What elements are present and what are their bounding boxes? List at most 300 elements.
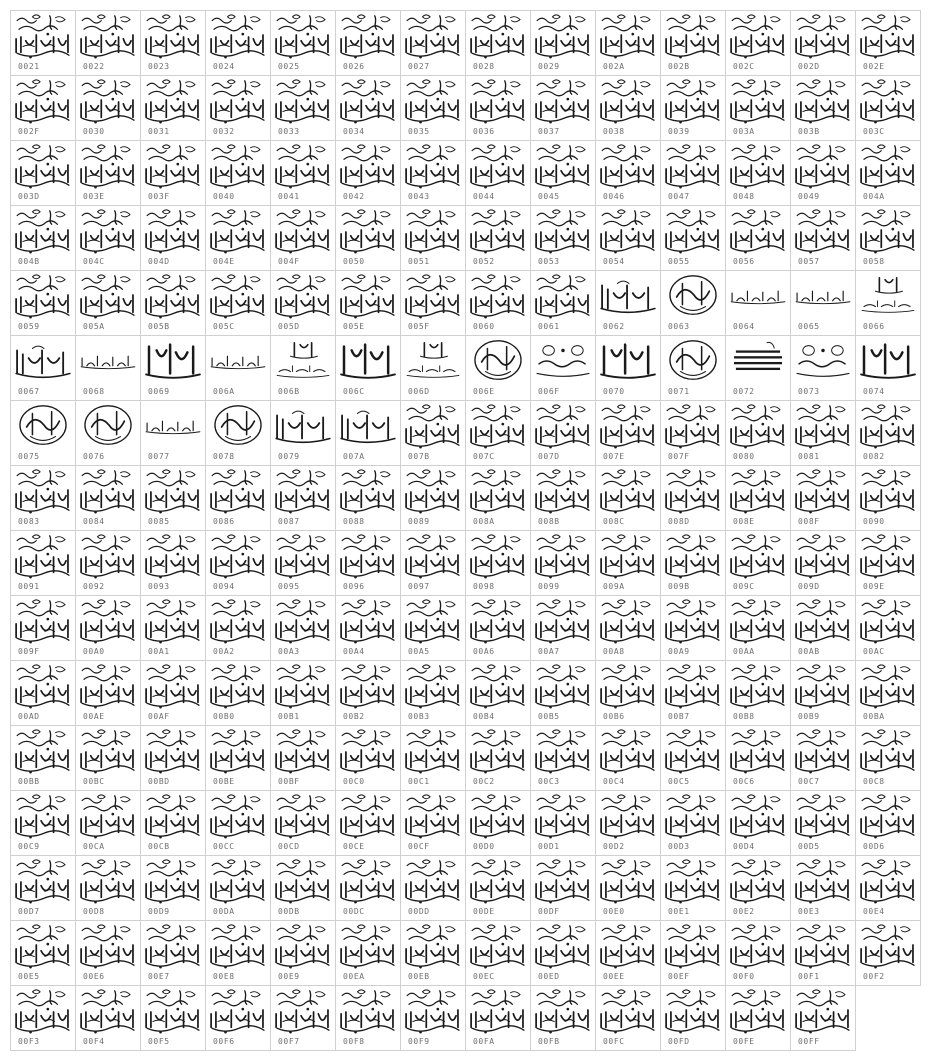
glyph-code: 003C [863,127,885,136]
glyph-code: 0021 [18,62,40,71]
glyph-cell [76,336,141,401]
calligraphy-default-icon [78,467,138,515]
calligraphy-default-icon [273,857,333,905]
glyph-cell [791,531,856,596]
calligraphy-default-icon [793,12,853,60]
calligraphy-default-icon [663,467,723,515]
calligraphy-default-icon [663,207,723,255]
glyph-code: 00BE [213,777,235,786]
glyph-cell [141,336,206,401]
calligraphy-default-icon [13,792,73,840]
glyph-code: 0038 [603,127,625,136]
calligraphy-default-icon [208,467,268,515]
calligraphy-default-icon [468,12,528,60]
glyph-code: 0048 [733,192,755,201]
calligraphy-default-icon [663,12,723,60]
glyph-code: 0026 [343,62,365,71]
calligraphy-default-icon [598,12,658,60]
glyph-code: 003A [733,127,755,136]
glyph-cell [206,661,271,726]
calligraphy-default-icon [338,662,398,710]
glyph-code: 00F1 [798,972,820,981]
glyph-code: 007A [343,452,365,461]
calligraphy-default-icon [208,597,268,645]
glyph-cell [401,466,466,531]
calligraphy-default-icon [208,922,268,970]
glyph-cell [141,206,206,271]
calligraphy-stacked-icon [858,272,918,320]
glyph-code: 0066 [863,322,885,331]
calligraphy-default-icon [273,922,333,970]
glyph-code: 007C [473,452,495,461]
glyph-cell [401,11,466,76]
calligraphy-default-icon [143,792,203,840]
calligraphy-default-icon [13,857,73,905]
calligraphy-default-icon [208,12,268,60]
glyph-cell [661,986,726,1051]
glyph-code: 0060 [473,322,495,331]
glyph-cell [466,466,531,531]
glyph-code: 0090 [863,517,885,526]
calligraphy-default-icon [13,662,73,710]
glyph-code: 003E [83,192,105,201]
glyph-code: 0074 [863,387,885,396]
glyph-cell [531,401,596,466]
calligraphy-default-icon [728,532,788,580]
glyph-cell [726,986,791,1051]
glyph-cell [11,791,76,856]
glyph-cell [531,466,596,531]
glyph-cell [791,11,856,76]
calligraphy-default-icon [663,402,723,450]
calligraphy-default-icon [403,142,463,190]
calligraphy-default-icon [338,207,398,255]
glyph-code: 00C4 [603,777,625,786]
glyph-code: 0061 [538,322,560,331]
glyph-code: 0043 [408,192,430,201]
glyph-code: 002E [863,62,885,71]
glyph-code: 0076 [83,452,105,461]
calligraphy-default-icon [143,207,203,255]
glyph-cell [791,661,856,726]
calligraphy-default-icon [143,467,203,515]
glyph-cell [141,596,206,661]
glyph-cell [401,336,466,401]
calligraphy-round-icon [468,337,528,385]
calligraphy-wide-icon [338,402,398,450]
calligraphy-default-icon [533,12,593,60]
glyph-cell [76,466,141,531]
calligraphy-default-icon [78,727,138,775]
calligraphy-default-icon [793,77,853,125]
glyph-code: 00B7 [668,712,690,721]
calligraphy-default-icon [273,597,333,645]
calligraphy-default-icon [663,922,723,970]
glyph-code: 003F [148,192,170,201]
glyph-code: 009D [798,582,820,591]
glyph-code: 00B9 [798,712,820,721]
calligraphy-stacked-icon [403,337,463,385]
glyph-cell [726,856,791,921]
calligraphy-default-icon [273,662,333,710]
glyph-code: 009E [863,582,885,591]
glyph-code: 0035 [408,127,430,136]
calligraphy-default-icon [143,272,203,320]
calligraphy-default-icon [403,987,463,1035]
calligraphy-default-icon [598,142,658,190]
glyph-code: 006F [538,387,560,396]
calligraphy-bold-icon [143,337,203,385]
calligraphy-default-icon [468,142,528,190]
calligraphy-default-icon [273,727,333,775]
glyph-code: 0022 [83,62,105,71]
glyph-cell [141,986,206,1051]
calligraphy-default-icon [858,922,918,970]
calligraphy-wide-icon [273,402,333,450]
calligraphy-default-icon [13,467,73,515]
calligraphy-default-icon [468,727,528,775]
calligraphy-default-icon [143,12,203,60]
glyph-cell [791,141,856,206]
glyph-code: 00AF [148,712,170,721]
calligraphy-default-icon [143,532,203,580]
glyph-cell [661,141,726,206]
glyph-cell [401,531,466,596]
glyph-code: 0032 [213,127,235,136]
calligraphy-default-icon [468,922,528,970]
glyph-cell [596,336,661,401]
calligraphy-default-icon [533,467,593,515]
calligraphy-default-icon [728,597,788,645]
glyph-code: 0067 [18,387,40,396]
glyph-cell [11,76,76,141]
calligraphy-default-icon [598,987,658,1035]
glyph-cell [271,206,336,271]
glyph-code: 0040 [213,192,235,201]
glyph-code: 0041 [278,192,300,201]
glyph-cell [401,271,466,336]
glyph-code: 00F5 [148,1037,170,1046]
glyph-code: 006D [408,387,430,396]
calligraphy-default-icon [208,207,268,255]
glyph-code: 00F6 [213,1037,235,1046]
glyph-cell [401,206,466,271]
glyph-code: 0033 [278,127,300,136]
glyph-code: 00E8 [213,972,235,981]
calligraphy-default-icon [78,77,138,125]
glyph-code: 00D7 [18,907,40,916]
glyph-cell [206,76,271,141]
glyph-code: 00C3 [538,777,560,786]
calligraphy-default-icon [13,922,73,970]
glyph-cell [596,856,661,921]
calligraphy-default-icon [403,467,463,515]
glyph-cell [791,271,856,336]
calligraphy-default-icon [403,207,463,255]
calligraphy-default-icon [858,792,918,840]
calligraphy-default-icon [78,532,138,580]
glyph-code: 00D2 [603,842,625,851]
glyph-code: 00A4 [343,647,365,656]
calligraphy-round-icon [78,402,138,450]
calligraphy-default-icon [338,467,398,515]
calligraphy-default-icon [728,662,788,710]
glyph-code: 00AC [863,647,885,656]
glyph-cell [791,76,856,141]
calligraphy-default-icon [273,792,333,840]
calligraphy-default-icon [793,922,853,970]
glyph-code: 00FD [668,1037,690,1046]
glyph-code: 008F [798,517,820,526]
glyph-cell [466,661,531,726]
glyph-cell [141,661,206,726]
glyph-cell [76,271,141,336]
glyph-cell [401,856,466,921]
glyph-cell [141,921,206,986]
glyph-code: 005B [148,322,170,331]
calligraphy-default-icon [403,272,463,320]
glyph-code: 0064 [733,322,755,331]
glyph-cell [11,596,76,661]
calligraphy-default-icon [13,987,73,1035]
glyph-cell [466,986,531,1051]
glyph-cell [11,11,76,76]
calligraphy-bold-icon [858,337,918,385]
glyph-cell [11,271,76,336]
calligraphy-default-icon [728,727,788,775]
glyph-cell [141,531,206,596]
glyph-code: 0081 [798,452,820,461]
glyph-cell [856,921,921,986]
glyph-code: 00F2 [863,972,885,981]
calligraphy-default-icon [403,857,463,905]
glyph-cell [271,531,336,596]
glyph-cell [726,271,791,336]
glyph-code: 0024 [213,62,235,71]
glyph-code: 00A2 [213,647,235,656]
glyph-cell [596,596,661,661]
glyph-code: 00FB [538,1037,560,1046]
glyph-code: 008C [603,517,625,526]
glyph-cell [206,401,271,466]
calligraphy-default-icon [598,402,658,450]
glyph-code: 0039 [668,127,690,136]
glyph-cell [206,466,271,531]
glyph-cell [531,856,596,921]
glyph-code: 0091 [18,582,40,591]
calligraphy-default-icon [468,207,528,255]
calligraphy-default-icon [533,987,593,1035]
glyph-code: 00AE [83,712,105,721]
glyph-code: 0094 [213,582,235,591]
calligraphy-line-icon [143,402,203,450]
glyph-code: 00EF [668,972,690,981]
glyph-cell [76,791,141,856]
glyph-code: 00D0 [473,842,495,851]
calligraphy-default-icon [728,142,788,190]
glyph-code: 00C1 [408,777,430,786]
glyph-cell [661,531,726,596]
calligraphy-default-icon [13,207,73,255]
glyph-code: 0050 [343,257,365,266]
glyph-code: 008D [668,517,690,526]
calligraphy-default-icon [598,467,658,515]
glyph-code: 0096 [343,582,365,591]
glyph-cell [336,661,401,726]
calligraphy-default-icon [403,532,463,580]
glyph-code: 0052 [473,257,495,266]
calligraphy-default-icon [143,662,203,710]
glyph-cell [401,791,466,856]
glyph-code: 00B1 [278,712,300,721]
glyph-cell [141,141,206,206]
glyph-cell [466,726,531,791]
calligraphy-default-icon [793,662,853,710]
glyph-code: 0077 [148,452,170,461]
glyph-code: 00CA [83,842,105,851]
glyph-code: 0046 [603,192,625,201]
glyph-cell [661,726,726,791]
glyph-cell [791,726,856,791]
glyph-cell [791,856,856,921]
calligraphy-default-icon [338,12,398,60]
glyph-cell [726,531,791,596]
glyph-code: 00E4 [863,907,885,916]
glyph-code: 00E0 [603,907,625,916]
calligraphy-default-icon [533,402,593,450]
glyph-cell [11,141,76,206]
glyph-code: 008A [473,517,495,526]
glyph-cell [76,206,141,271]
calligraphy-default-icon [208,142,268,190]
glyph-cell [401,726,466,791]
glyph-code: 0073 [798,387,820,396]
glyph-code: 0084 [83,517,105,526]
glyph-cell [11,856,76,921]
calligraphy-default-icon [338,922,398,970]
glyph-code: 005F [408,322,430,331]
calligraphy-default-icon [143,142,203,190]
empty-cell [856,986,921,1051]
glyph-cell [856,206,921,271]
glyph-code: 00D9 [148,907,170,916]
glyph-cell [531,661,596,726]
glyph-cell [336,11,401,76]
glyph-cell [856,791,921,856]
glyph-code: 0023 [148,62,170,71]
calligraphy-wide-icon [598,272,658,320]
glyph-code: 007F [668,452,690,461]
glyph-cell [661,11,726,76]
glyph-code: 00A9 [668,647,690,656]
glyph-code: 00C0 [343,777,365,786]
glyph-code: 00D4 [733,842,755,851]
glyph-cell [596,661,661,726]
calligraphy-default-icon [403,12,463,60]
glyph-code: 005E [343,322,365,331]
calligraphy-default-icon [858,532,918,580]
calligraphy-default-icon [468,467,528,515]
glyph-cell [726,921,791,986]
calligraphy-default-icon [468,532,528,580]
glyph-code: 00A8 [603,647,625,656]
glyph-cell [596,401,661,466]
glyph-code: 004D [148,257,170,266]
glyph-code: 00E3 [798,907,820,916]
calligraphy-default-icon [793,727,853,775]
glyph-code: 007D [538,452,560,461]
glyph-code: 00E2 [733,907,755,916]
calligraphy-default-icon [663,597,723,645]
glyph-code: 007B [408,452,430,461]
glyph-cell [661,856,726,921]
glyph-code: 00C8 [863,777,885,786]
calligraphy-default-icon [533,272,593,320]
calligraphy-default-icon [728,77,788,125]
glyph-grid [10,10,921,1051]
glyph-code: 0080 [733,452,755,461]
calligraphy-default-icon [403,662,463,710]
glyph-code: 0065 [798,322,820,331]
calligraphy-default-icon [663,857,723,905]
calligraphy-bold-icon [598,337,658,385]
glyph-cell [76,726,141,791]
glyph-cell [726,466,791,531]
calligraphy-default-icon [598,922,658,970]
calligraphy-default-icon [598,857,658,905]
glyph-code: 009C [733,582,755,591]
glyph-cell [531,76,596,141]
calligraphy-default-icon [728,207,788,255]
glyph-code: 0055 [668,257,690,266]
glyph-cell [206,791,271,856]
glyph-cell [401,596,466,661]
glyph-cell [76,921,141,986]
glyph-code: 00BC [83,777,105,786]
glyph-cell [336,336,401,401]
glyph-cell [336,726,401,791]
glyph-code: 0056 [733,257,755,266]
glyph-cell [466,791,531,856]
glyph-cell [271,921,336,986]
calligraphy-default-icon [793,402,853,450]
glyph-cell [271,596,336,661]
glyph-code: 0058 [863,257,885,266]
glyph-code: 00D3 [668,842,690,851]
glyph-code: 002D [798,62,820,71]
glyph-code: 0069 [148,387,170,396]
calligraphy-default-icon [338,857,398,905]
glyph-cell [401,921,466,986]
glyph-cell [661,596,726,661]
glyph-code: 00AB [798,647,820,656]
glyph-cell [271,986,336,1051]
glyph-code: 0075 [18,452,40,461]
glyph-cell [531,596,596,661]
glyph-cell [336,596,401,661]
glyph-cell [596,466,661,531]
glyph-cell [661,206,726,271]
glyph-cell [336,76,401,141]
glyph-cell [531,791,596,856]
glyph-code: 0025 [278,62,300,71]
calligraphy-default-icon [533,532,593,580]
glyph-cell [271,791,336,856]
calligraphy-default-icon [78,597,138,645]
glyph-code: 0070 [603,387,625,396]
calligraphy-default-icon [143,922,203,970]
glyph-cell [141,76,206,141]
